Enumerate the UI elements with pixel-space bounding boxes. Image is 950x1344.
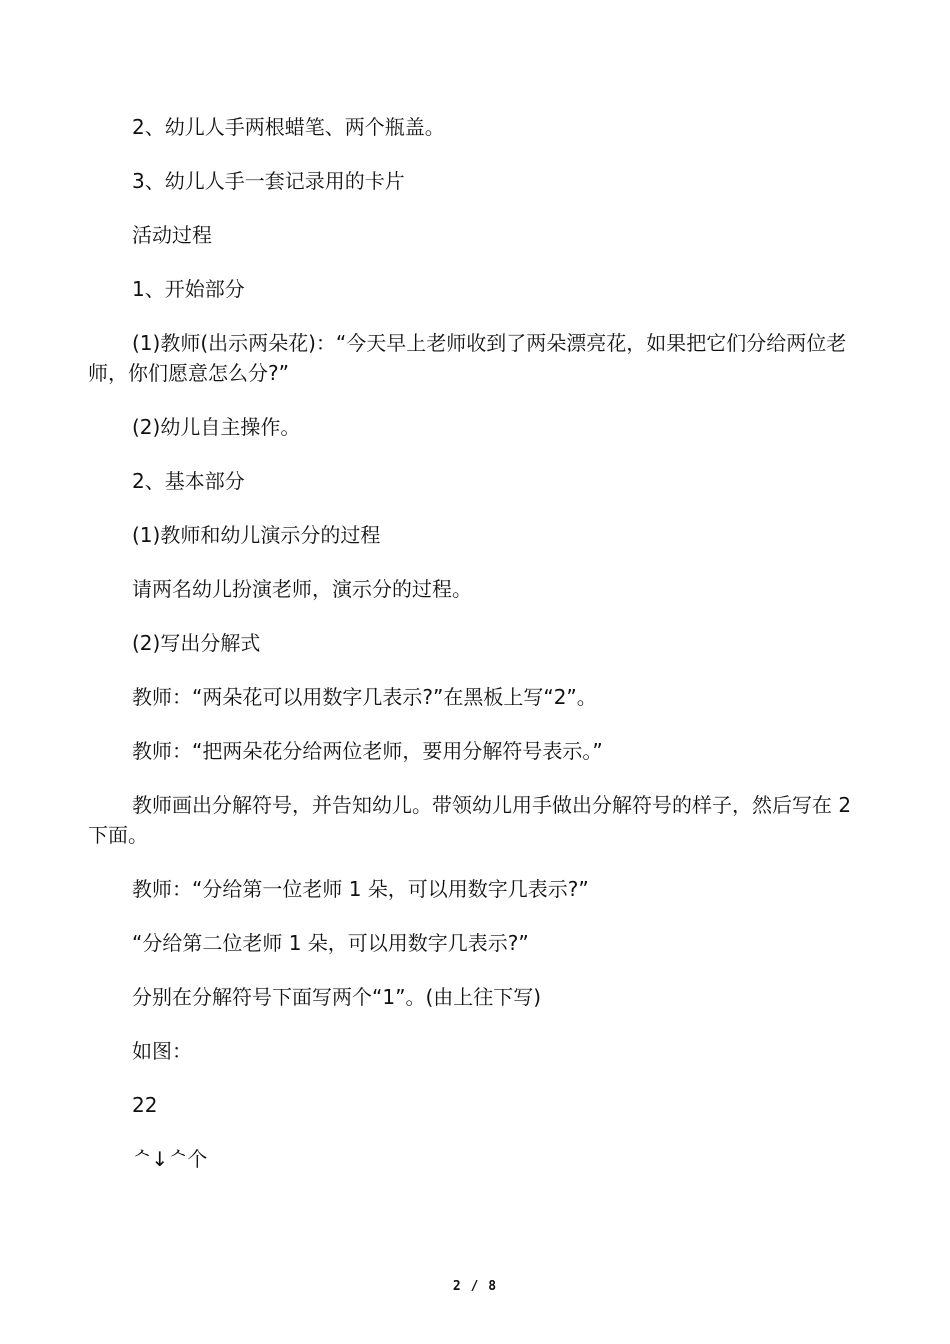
heading-basic-part: 2、基本部分 [132,469,245,493]
heading-start-part: 1、开始部分 [132,277,245,301]
page-number: 2 / 8 [452,1279,498,1294]
paragraph-two-children-act: 请两名幼儿扮演老师，演示分的过程。 [132,577,472,601]
paragraph-figure-symbols: ᄉ↓ᄉ个 [132,1147,208,1171]
paragraph-teacher-shows-flowers: (1)教师(出示两朵花)：“今天早上老师收到了两朵漂亮花，如果把它们分给两位老师，你们愿意怎么分?” [88,331,847,385]
heading-activity-process: 活动过程 [132,223,212,247]
paragraph-write-decomposition: (2)写出分解式 [132,631,261,655]
paragraph-demo-process: (1)教师和幼儿演示分的过程 [132,523,381,547]
paragraph-as-shown: 如图： [132,1039,192,1063]
document-body [88,112,858,1198]
paragraph-materials-3: 3、幼儿人手一套记录用的卡片 [132,169,405,193]
paragraph-figure-numbers: 22 [132,1093,158,1117]
paragraph-teacher-number-two: 教师：“两朵花可以用数字几表示?”在黑板上写“2”。 [132,685,597,709]
paragraph-teacher-draws-symbol: 教师画出分解符号，并告知幼儿。带领幼儿用手做出分解符号的样子，然后写在 2 下面。 [88,793,852,847]
paragraph-materials-2: 2、幼儿人手两根蜡笔、两个瓶盖。 [132,115,445,139]
paragraph-children-operate: (2)幼儿自主操作。 [132,415,301,439]
paragraph-first-teacher-one: 教师：“分给第一位老师 1 朵，可以用数字几表示?” [132,877,589,901]
paragraph-teacher-decomposition-symbol: 教师：“把两朵花分给两位老师，要用分解符号表示。” [132,739,603,763]
paragraph-write-two-ones: 分别在分解符号下面写两个“1”。(由上往下写) [132,985,542,1009]
paragraph-second-teacher-one: “分给第二位老师 1 朵，可以用数字几表示?” [132,931,529,955]
